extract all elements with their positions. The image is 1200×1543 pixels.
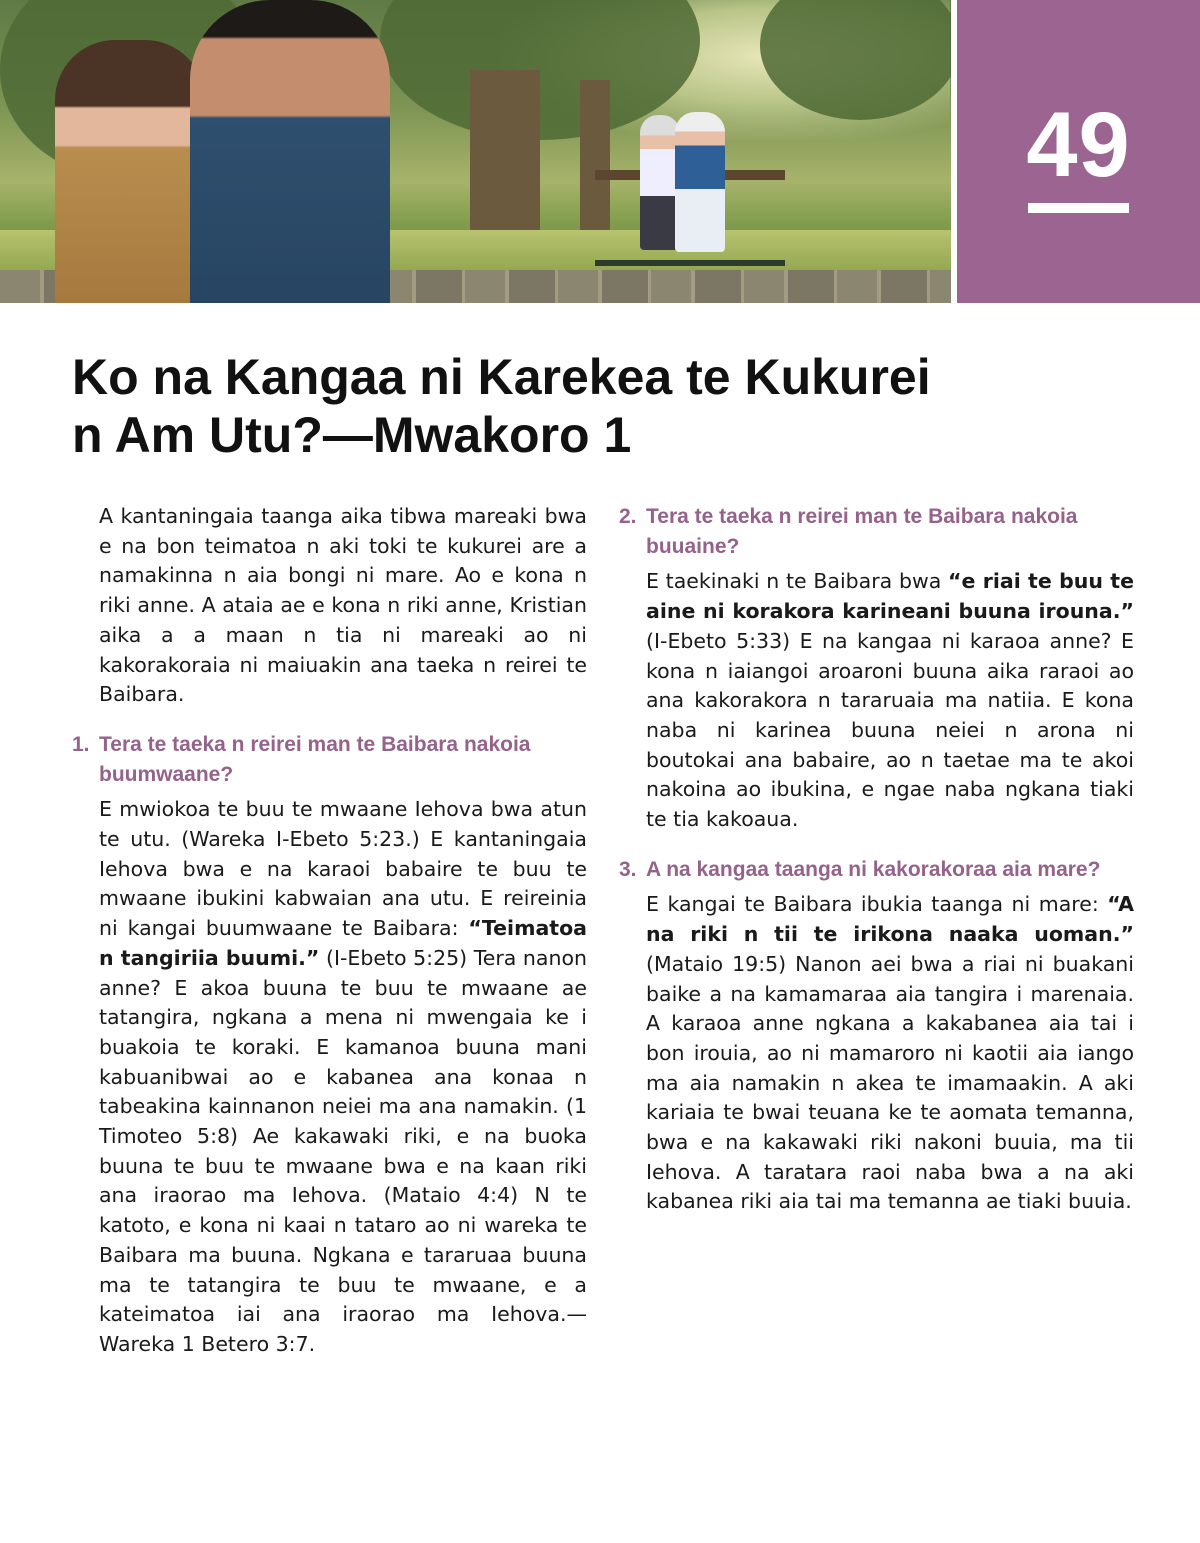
left-column (72, 502, 587, 1380)
question-heading (619, 502, 1134, 561)
question-number: 1. (72, 732, 90, 756)
intro-paragraph: A kantaningaia taanga aika tibwa mareaki bwa e na bon teimatoa n aki toki te kukurei are a namakinna n aia bongi ni mare. Ao e kona n riki anne. A ataia ae e kona n riki anne, Kristian aika a a maan n tia ni mareaki ao ni kakorakoraia ni maiuakin ana taeka n reirei te Baibara. (99, 504, 587, 707)
right-column (619, 502, 1134, 1237)
question-text: Tera te taeka n reirei man te Baibara nakoia buuaine? (646, 505, 1078, 558)
question-heading (72, 730, 587, 789)
answer-text: E taekinaki n te Baibara bwa (646, 569, 949, 594)
answer-paragraph (646, 567, 1134, 834)
question-text: Tera te taeka n reirei man te Baibara nakoia buumwaane? (99, 732, 531, 786)
answer-text: (Mataio 19:5) Nanon aei bwa a riai ni buakani baike a na kamamaraa aia tangira i marenaia. A karaoa anne ngkana a kakabanea aia tai i bon irouia, ao ni mamaroro ni kaotii aia iango ma aia namakin n akea te imamaakin. A aki kariaia te bwai teuana ke te aomata temanna, bwa e na kakawaki riki nakoni buuia, ma tii Iehova. A taratara raoi naba bwa a na aki kabanea riki aia tai ma temanna ae tiaki buuia. (646, 951, 1134, 1214)
question-number: 2. (619, 505, 637, 528)
scripture-quote: “Teimatoa n tangiriia buumi.” (99, 916, 587, 970)
answer-text: E mwiokoa te buu te mwaane Iehova bwa atun te utu. (Wareka I-Ebeto 5:23.) E kantaningaia Iehova bwa e na karaoi babaire te buu te mwaane ibukini kabwaian ana utu. E reireinia ni kangai buumwaane te Baibara: (99, 797, 587, 941)
question-text: A na kangaa taanga ni kakorakoraa aia mare? (646, 857, 1101, 881)
page-title: Ko na Kangaa ni Karekea te Kukurei n Am Utu?—Mwakoro 1 (72, 349, 931, 463)
question-heading (619, 855, 1134, 885)
answer-text: (I-Ebeto 5:33) E na kangaa ni karaoa anne? E kona n iaiangoi aroaroni buuna aika raraoi ao ana kakorakora n tararuaia ma natiia. E kona naba ni karinea buuna neiei n arona ni boutokai ana babaire, ao n taetae ma te akoi nakoina ao ibukina, e ngae naba ngkana tiaki te tia kakoaua. (646, 628, 1134, 832)
lesson-number-badge (957, 0, 1200, 303)
answer-text: (I-Ebeto 5:25) Tera nanon anne? E akoa buuna te buu te mwaane ae tatangira, ngkana a mena ni mwengaia ke i buakoia te koraki. E kamanoa buuna mani kabuanibwai ao e kabanea ana konaa n tabeakina kainnanon neiei ma ana namakin. (1 Timoteo 5:8) Ae kakawaki riki, e na buoka buuna te buu te mwaane bwa e na kaan riki ana iraorao ma Iehova. (Mataio 4:4) N te katoto, e kona ni kaai n tataro ao ni wareka te Baibara ma buuna. Ngkana e tararuaa buuna ma te tatangira te buu te mwaane, e a kateimatoa iai ana iraorao ma Iehova.—Wareka 1 Betero 3:7. (99, 945, 588, 1356)
scripture-quote: “A na riki n tii te irikona naaka uoman.” (646, 892, 1134, 947)
couple-in-park-photo (0, 0, 951, 303)
answer-paragraph (99, 795, 587, 1359)
scripture-quote: “e riai te buu te aine ni korakora karineani buuna irouna.” (646, 569, 1134, 624)
answer-text: E kangai te Baibara ibukia taanga ni mare: (646, 892, 1108, 917)
badge-underline (1028, 203, 1129, 213)
lesson-number: 49 (1026, 94, 1131, 196)
answer-paragraph (646, 890, 1134, 1217)
question-number: 3. (619, 857, 637, 881)
